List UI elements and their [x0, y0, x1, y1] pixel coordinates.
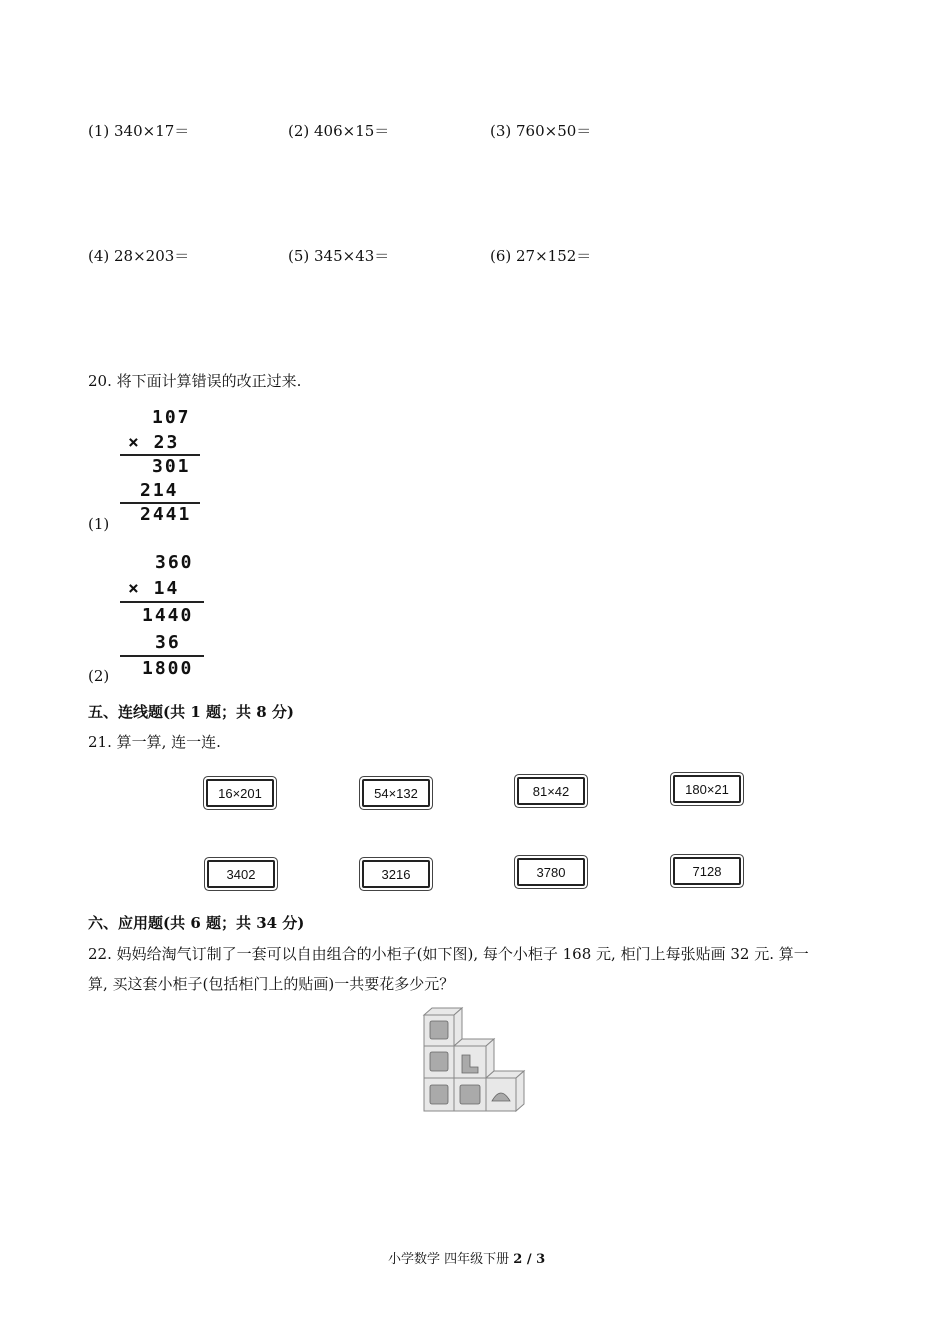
sticker-1	[430, 1021, 448, 1039]
sticker-3	[430, 1085, 448, 1104]
vm2-rule-2	[120, 655, 204, 657]
q22-line1: 22. 妈妈给淘气订制了一套可以自由组合的小柜子(如下图), 每个小柜子 168 元, 柜门上每张贴画 32 元. 算一	[88, 945, 809, 963]
vm1-partial-1: 301	[152, 456, 191, 477]
q20-text: 20. 将下面计算错误的改正过来.	[88, 372, 302, 390]
vm2-rule-1	[120, 601, 204, 603]
problem-5: (5) 345×43＝	[288, 247, 390, 265]
vm2-partial-2: 36	[155, 632, 181, 653]
match-card-bottom-4[interactable]: 7128	[673, 857, 741, 885]
q20-item2-label: (2)	[88, 667, 110, 685]
vm1-multiplier: × 23	[128, 432, 180, 453]
match-card-top-2[interactable]: 54×132	[362, 779, 430, 807]
footer-text: 小学数学 四年级下册	[388, 1252, 510, 1267]
cabinet-illustration	[418, 1005, 530, 1117]
section6-heading: 六、应用题(共 6 题；共 34 分)	[88, 914, 305, 932]
q21-text: 21. 算一算, 连一连.	[88, 733, 221, 751]
match-card-top-3[interactable]: 81×42	[517, 777, 585, 805]
problem-2: (2) 406×15＝	[288, 122, 390, 140]
match-card-bottom-1[interactable]: 3402	[207, 860, 275, 888]
problem-6: (6) 27×152＝	[490, 247, 592, 265]
vm2-multiplicand: 360	[155, 552, 194, 573]
vm2-product: 1800	[142, 658, 194, 679]
vm1-multiplicand: 107	[152, 407, 191, 428]
sticker-2	[430, 1052, 448, 1071]
q20-item1-label: (1)	[88, 515, 110, 533]
page-number: 2 / 3	[513, 1252, 546, 1267]
problem-4: (4) 28×203＝	[88, 247, 190, 265]
footer	[388, 1248, 545, 1267]
problem-3: (3) 760×50＝	[490, 122, 592, 140]
match-card-top-1[interactable]: 16×201	[206, 779, 274, 807]
vm2-multiplier: × 14	[128, 578, 180, 599]
q22-line2: 算, 买这套小柜子(包括柜门上的贴画)一共要花多少元？	[88, 975, 455, 993]
vm1-partial-2: 214	[140, 480, 179, 501]
match-card-bottom-3[interactable]: 3780	[517, 858, 585, 886]
section5-heading: 五、连线题(共 1 题；共 8 分)	[88, 703, 294, 721]
match-card-bottom-2[interactable]: 3216	[362, 860, 430, 888]
vm2-partial-1: 1440	[142, 605, 194, 626]
sticker-5	[460, 1085, 480, 1104]
problem-1: (1) 340×17＝	[88, 122, 190, 140]
vm1-product: 2441	[140, 504, 192, 525]
match-card-top-4[interactable]: 180×21	[673, 775, 741, 803]
